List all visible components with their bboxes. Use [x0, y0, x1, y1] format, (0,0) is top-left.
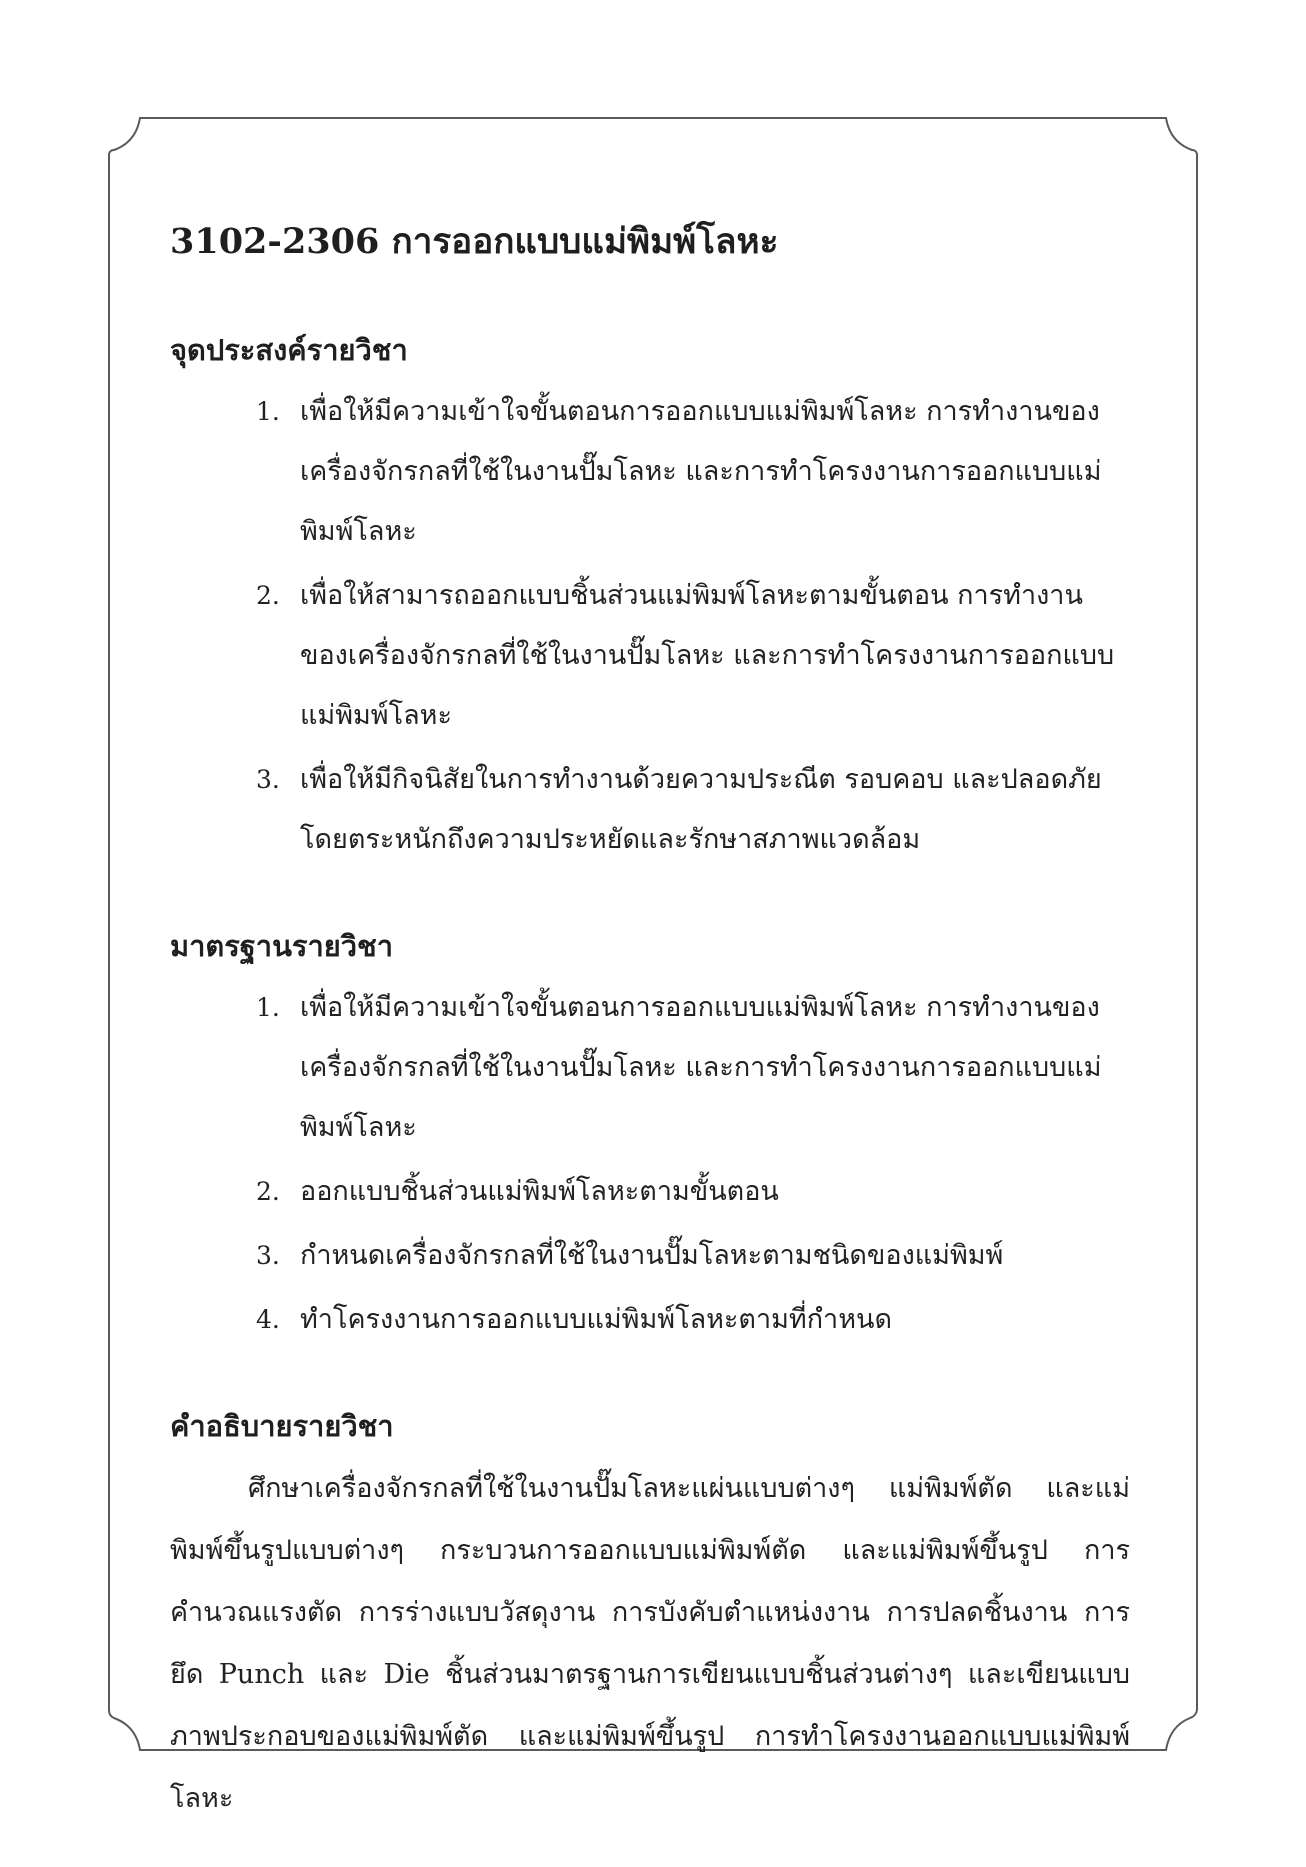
list-item-text: ทำโครงงานการออกแบบแม่พิมพ์โลหะตามที่กำหนด	[300, 1304, 893, 1335]
list-item	[170, 1226, 1130, 1286]
list-item	[170, 382, 1130, 562]
objectives-section	[170, 330, 1130, 870]
list-item-text: เพื่อให้มีกิจนิสัยในการทำงานด้วยความประณีต รอบคอบ และปลอดภัย โดยตระหนักถึงความประหยัดและรักษาสภาพแวดล้อม	[300, 764, 1102, 855]
objectives-heading: จุดประสงค์รายวิชา	[170, 333, 408, 367]
list-item-text: เพื่อให้สามารถออกแบบชิ้นส่วนแม่พิมพ์โลหะตามขั้นตอน การทำงานของเครื่องจักรกลที่ใช้ในงานปั๊มโลหะ และการทำโครงงานการออกแบบแม่พิมพ์โลหะ	[300, 580, 1115, 731]
list-item-number: 3.	[256, 1241, 280, 1270]
description-section	[170, 1406, 1130, 1830]
list-item-text: ออกแบบชิ้นส่วนแม่พิมพ์โลหะตามขั้นตอน	[300, 1176, 779, 1207]
list-item-number: 4.	[256, 1305, 280, 1334]
document-content	[170, 218, 1130, 1830]
standards-list	[170, 978, 1130, 1350]
standards-section	[170, 926, 1130, 1350]
standards-heading: มาตรฐานรายวิชา	[170, 929, 394, 963]
description-heading: คำอธิบายรายวิชา	[170, 1409, 394, 1443]
page-title: 3102-2306 การออกแบบแม่พิมพ์โลหะ	[170, 221, 779, 262]
list-item	[170, 1290, 1130, 1350]
list-item	[170, 978, 1130, 1158]
list-item-number: 2.	[256, 1177, 280, 1206]
list-item	[170, 750, 1130, 870]
objectives-list	[170, 382, 1130, 870]
list-item-text: เพื่อให้มีความเข้าใจขั้นตอนการออกแบบแม่พิมพ์โลหะ การทำงานของเครื่องจักรกลที่ใช้ในงานปั๊มโลหะ และการทำโครงงานการออกแบบแม่พิมพ์โลหะ	[300, 992, 1102, 1143]
list-item	[170, 1162, 1130, 1222]
list-item-number: 2.	[256, 581, 280, 610]
list-item	[170, 566, 1130, 746]
list-item-number: 1.	[256, 993, 280, 1022]
list-item-text: กำหนดเครื่องจักรกลที่ใช้ในงานปั๊มโลหะตามชนิดของแม่พิมพ์	[300, 1240, 1004, 1271]
description-paragraph: ศึกษาเครื่องจักรกลที่ใช้ในงานปั๊มโลหะแผ่นแบบต่างๆ แม่พิมพ์ตัด และแม่พิมพ์ขึ้นรูปแบบต่างๆ กระบวนการออกแบบแม่พิมพ์ตัด และแม่พิมพ์ขึ้นรูป การคำนวณแรงตัด การร่างแบบวัสดุงาน การบังคับตำแหน่งงาน การปลดชิ้นงาน การยึด Punch และ Die ชิ้นส่วนมาตรฐานการเขียนแบบชิ้นส่วนต่างๆ และเขียนแบบภาพประกอบของแม่พิมพ์ตัด และแม่พิมพ์ขึ้นรูป การทำโครงงานออกแบบแม่พิมพ์โลหะ	[170, 1473, 1130, 1814]
list-item-number: 3.	[256, 765, 280, 794]
list-item-number: 1.	[256, 397, 280, 426]
list-item-text: เพื่อให้มีความเข้าใจขั้นตอนการออกแบบแม่พิมพ์โลหะ การทำงานของเครื่องจักรกลที่ใช้ในงานปั๊มโลหะ และการทำโครงงานการออกแบบแม่พิมพ์โลหะ	[300, 396, 1102, 547]
